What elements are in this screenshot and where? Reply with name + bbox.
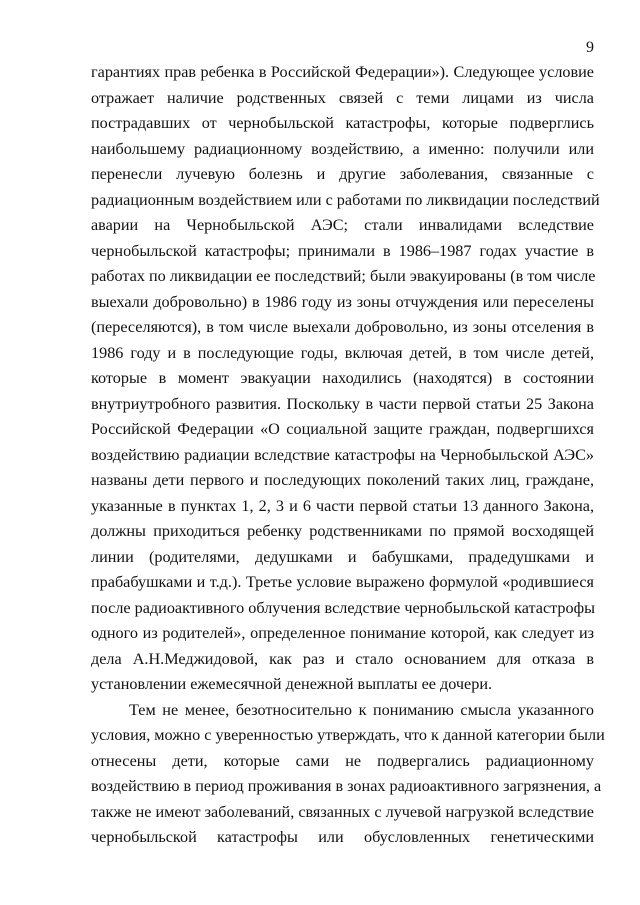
text-line: после радиоактивного облучения вследствие чернобыльской катастрофы <box>91 598 595 617</box>
text-line: воздействию в период проживания в зонах радиоактивного загрязнения, а <box>91 777 602 795</box>
text-line: отражает наличие родственных связей с теми лицами из числа <box>91 88 594 107</box>
text-line: одного из родителей», определенное понимание которой, как следует из <box>91 624 594 642</box>
text-line: радиационным воздействием или с работами по ликвидации последствий <box>91 190 600 209</box>
text-line: дела А.Н.Меджидовой, как раз и стало основанием для отказа в <box>91 649 594 668</box>
text-line: чернобыльской катастрофы или обусловленных генетическими <box>91 828 594 846</box>
text-line: названы дети первого и последующих поколений таких лиц, граждане, <box>91 471 594 489</box>
text-line: установлении ежемесячной денежной выплаты ее дочери. <box>91 675 493 693</box>
text-line: также не имеют заболеваний, связанных с лучевой нагрузкой вследствие <box>91 802 594 821</box>
document-body <box>91 60 605 851</box>
text-line: прабабушками и т.д.). Третье условие выражено формулой «родившиеся <box>91 573 594 591</box>
text-line: 1986 году и в последующие годы, включая детей, в том числе детей, <box>91 343 594 362</box>
text-line: отнесены дети, которые сами не подвергались радиационному <box>91 751 594 770</box>
text-line: выехали добровольно) в 1986 году из зоны отчуждения или переселены <box>91 292 594 311</box>
text-line: указанные в пунктах 1, 2, 3 и 6 части первой статьи 13 данного Закона, <box>91 496 594 515</box>
text-line: внутриутробного развития. Поскольку в части первой статьи 25 Закона <box>91 394 594 413</box>
text-line: Российской Федерации «О социальной защите граждан, подвергшихся <box>91 420 594 438</box>
text-line: воздействию радиации вследствие катастрофы на Чернобыльской АЭС» <box>91 445 594 464</box>
text-line: условия, можно с уверенностью утверждать, что к данной категории были <box>91 726 605 744</box>
text-line: (переселяются), в том числе выехали добровольно, из зоны отселения в <box>91 318 594 336</box>
text-line: работах по ликвидации ее последствий; были эвакуированы (в том числе <box>91 267 596 285</box>
page-number: 9 <box>586 39 594 56</box>
text-line: наибольшему радиационному воздействию, а именно: получили или <box>91 139 594 158</box>
paragraph <box>91 60 600 698</box>
text-line: которые в момент эвакуации находились (находятся) в состоянии <box>91 369 594 387</box>
text-line: должны приходиться ребенку родственниками по прямой восходящей <box>91 522 594 540</box>
text-line: перенесли лучевую болезнь и другие заболевания, связанные с <box>91 165 594 183</box>
text-line: линии (родителями, дедушками и бабушками, прадедушками и <box>91 547 594 566</box>
text-line: пострадавших от чернобыльской катастрофы, которые подверглись <box>91 114 594 132</box>
text-line: гарантиях прав ребенка в Российской Федерации»). Следующее условие <box>91 63 594 81</box>
text-line: аварии на Чернобыльской АЭС; стали инвалидами вследствие <box>91 216 594 234</box>
paragraph <box>91 698 605 851</box>
text-line: чернобыльской катастрофы; принимали в 1986–1987 годах участие в <box>91 241 594 260</box>
text-line: Тем не менее, безотносительно к пониманию смысла указанного <box>129 700 594 719</box>
